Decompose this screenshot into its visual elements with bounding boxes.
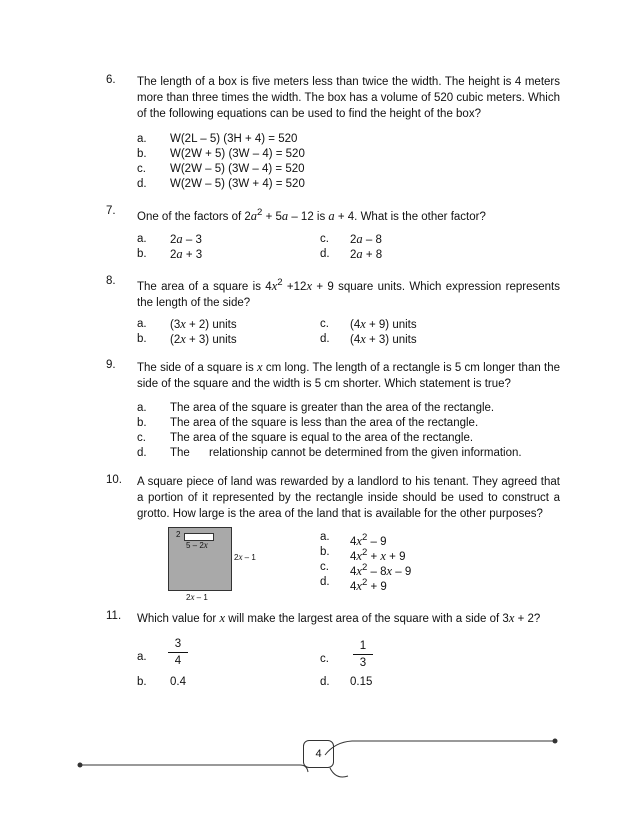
choice-letter: c. [137,163,146,175]
choice-letter: c. [137,432,146,444]
page-number: 4 [303,740,334,768]
choice-text: W(2W – 5) (3W – 4) = 520 [170,163,305,175]
choice-text: (4x + 9) units [350,317,417,331]
question-stem: The area of a square is $4x^2 +12x + 9$ square units. Which expression represents the length of the side? [137,277,560,309]
choice-letter: a. [137,651,147,663]
question-number: 7. [106,205,116,217]
figure-label-width: 2 [176,530,181,539]
choice-letter: c. [320,233,329,245]
choice-text: $4x^2 - 8x - 9$ [350,562,412,578]
choice-letter: d. [320,333,330,345]
choice-text: The area of the square is less than the area of the rectangle. [170,417,479,429]
choice-letter: b. [137,248,147,260]
denominator: 3 [359,657,367,669]
choice-text: (2x + 3) units [170,332,237,346]
choice-text: 0.4 [170,676,186,688]
choice-letter: a. [137,133,147,145]
choice-text: The relationship cannot be determined from the given information. [170,447,522,459]
question-stem: One of the factors of $2a^2 + 5a - 12$ is a + 4. What is the other factor? [137,207,486,223]
choice-text: W(2W + 5) (3W – 4) = 520 [170,148,305,160]
choice-letter: d. [137,447,147,459]
denominator: 4 [174,655,182,667]
question-number: 10. [106,474,122,486]
choice-text: 2a – 3 [170,232,202,246]
choice-letter: c. [320,653,329,665]
question-stem: The length of a box is five meters less than twice the width. The height is 4 meters more than three times the width. The box has a volume of 520 cubic meters. Which of the following equations can be used to find the height of the box? [137,76,560,120]
choice-text: 2a + 8 [350,247,383,261]
choice-letter: d. [320,676,330,688]
choice-letter: b. [137,417,147,429]
choice-text: (4x + 3) units [350,332,417,346]
choice-letter: d. [137,178,147,190]
question-stem: Which value for x will make the largest area of the square with a side of 3x + 2? [137,611,541,625]
choice-letter: a. [137,318,147,330]
choice-text: 0.15 [350,676,373,688]
choice-text: $4x^2 - 9$ [350,532,387,548]
question-number: 8. [106,275,116,287]
numerator: 3 [174,638,182,650]
choice-letter: b. [137,148,147,160]
choice-text: $4x^2 + 9$ [350,577,387,593]
choice-letter: a. [320,531,330,543]
choice-text: $4x^2 + x + 9$ [350,547,406,563]
choice-text: The area of the square is equal to the area of the rectangle. [170,432,474,444]
figure-label-side: 2x – 1 [234,552,256,562]
choice-text: W(2W – 5) (3W + 4) = 520 [170,178,305,190]
choice-letter: a. [137,402,147,414]
question-number: 9. [106,359,116,371]
question-stem: A square piece of land was rewarded by a landlord to his tenant. They agreed that a portion of it represented by the rectangle inside should be used to construct a grotto. How large is the area of the land that is available for the other purposes? [137,476,560,520]
choice-letter: d. [320,248,330,260]
numerator: 1 [359,640,367,652]
choice-text: 2a + 3 [170,247,203,261]
question-stem: The side of a square is x cm long. The length of a rectangle is 5 cm longer than the side of the square and the width is 5 cm shorter. Which statement is true? [137,360,560,390]
choice-letter: c. [320,318,329,330]
choice-letter: b. [137,333,147,345]
question-number: 11. [106,610,122,622]
choice-text: 2a – 8 [350,232,382,246]
choice-text: (3x + 2) units [170,317,237,331]
choice-letter: c. [320,561,329,573]
choice-letter: b. [320,546,330,558]
choice-letter: a. [137,233,147,245]
figure-label-length: 5 – 2x [186,540,208,550]
question-number: 6. [106,74,116,86]
figure-label-bottom: 2x – 1 [186,592,208,602]
choice-text: The area of the square is greater than the area of the rectangle. [170,402,495,414]
choice-text: W(2L – 5) (3H + 4) = 520 [170,133,298,145]
choice-letter: d. [320,576,330,588]
choice-letter: b. [137,676,147,688]
